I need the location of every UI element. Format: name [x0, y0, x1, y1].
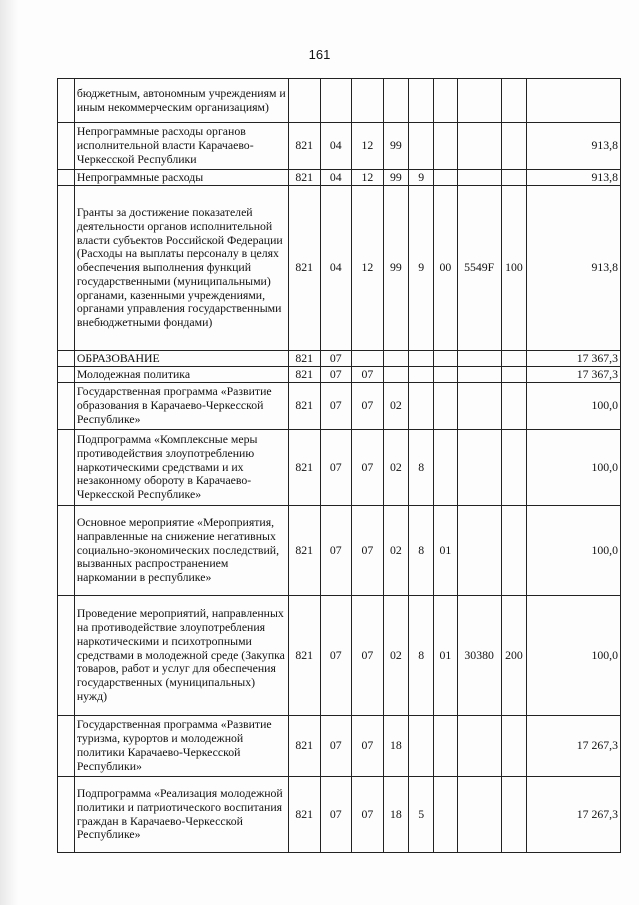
- description-cell: Гранты за достижение показателей деятельности органов исполнительной власти субъектов Российской Федерации (Расходы на выплаты персоналу в целях обеспечения выполнения функций государственными (муниципальными) органами, казенными учреждениями, органами управления государственными внебюджетными фондами): [74, 186, 288, 351]
- subprogram-code-cell: [409, 367, 434, 383]
- amount-cell: 100,0: [527, 506, 621, 596]
- budget-table-body: [58, 79, 621, 853]
- subsection-code-cell: 12: [352, 123, 384, 170]
- description-cell: Государственная программа «Развитие туризма, курортов и молодежной политики Карачаево-Черкесской Республики»: [74, 716, 288, 777]
- expense-type-code-cell: [501, 716, 526, 777]
- activity-code-cell: [434, 430, 457, 506]
- description-cell: ОБРАЗОВАНИЕ: [74, 351, 288, 367]
- description-cell: Государственная программа «Развитие образования в Карачаево-Черкесской Республике»: [74, 383, 288, 430]
- section-code-cell: 04: [320, 170, 352, 186]
- subprogram-code-cell: 8: [409, 430, 434, 506]
- amount-cell: 913,8: [527, 123, 621, 170]
- description-cell: Непрограммные расходы органов исполнительной власти Карачаево-Черкесской Республики: [74, 123, 288, 170]
- ministry-code-cell: 821: [288, 351, 320, 367]
- expense-type-code-cell: [501, 506, 526, 596]
- table-row: [58, 351, 621, 367]
- activity-code-cell: [434, 716, 457, 777]
- blank-cell: [58, 596, 75, 716]
- direction-code-cell: [457, 506, 501, 596]
- activity-code-cell: 01: [434, 596, 457, 716]
- table-row: [58, 430, 621, 506]
- program-code-cell: 18: [383, 777, 408, 853]
- program-code-cell: 99: [383, 123, 408, 170]
- amount-cell: 17 367,3: [527, 351, 621, 367]
- subsection-code-cell: 07: [352, 367, 384, 383]
- subprogram-code-cell: [409, 79, 434, 123]
- subprogram-code-cell: 5: [409, 777, 434, 853]
- section-code-cell: 07: [320, 383, 352, 430]
- subprogram-code-cell: 8: [409, 596, 434, 716]
- section-code-cell: 07: [320, 777, 352, 853]
- activity-code-cell: [434, 777, 457, 853]
- activity-code-cell: 00: [434, 186, 457, 351]
- activity-code-cell: 01: [434, 506, 457, 596]
- program-code-cell: 99: [383, 170, 408, 186]
- program-code-cell: 02: [383, 596, 408, 716]
- direction-code-cell: [457, 430, 501, 506]
- description-cell: Непрограммные расходы: [74, 170, 288, 186]
- activity-code-cell: [434, 123, 457, 170]
- expense-type-code-cell: [501, 79, 526, 123]
- description-cell: Проведение мероприятий, направленных на противодействие злоупотребления наркотическими и психотропными средствами в молодежной среде (Закупка товаров, работ и услуг для обеспечения государственных (муниципальных) нужд): [74, 596, 288, 716]
- blank-cell: [58, 716, 75, 777]
- amount-cell: 17 367,3: [527, 367, 621, 383]
- table-row: [58, 367, 621, 383]
- program-code-cell: 02: [383, 430, 408, 506]
- subsection-code-cell: [352, 79, 384, 123]
- amount-cell: 100,0: [527, 596, 621, 716]
- subsection-code-cell: 07: [352, 716, 384, 777]
- subsection-code-cell: 07: [352, 777, 384, 853]
- expense-type-code-cell: 100: [501, 186, 526, 351]
- direction-code-cell: [457, 777, 501, 853]
- section-code-cell: [320, 79, 352, 123]
- ministry-code-cell: 821: [288, 186, 320, 351]
- direction-code-cell: [457, 351, 501, 367]
- ministry-code-cell: 821: [288, 596, 320, 716]
- table-row: [58, 123, 621, 170]
- subsection-code-cell: 07: [352, 430, 384, 506]
- activity-code-cell: [434, 170, 457, 186]
- blank-cell: [58, 123, 75, 170]
- ministry-code-cell: 821: [288, 716, 320, 777]
- program-code-cell: 99: [383, 186, 408, 351]
- ministry-code-cell: 821: [288, 123, 320, 170]
- program-code-cell: [383, 351, 408, 367]
- expense-type-code-cell: 200: [501, 596, 526, 716]
- subprogram-code-cell: 8: [409, 506, 434, 596]
- section-code-cell: 07: [320, 430, 352, 506]
- blank-cell: [58, 186, 75, 351]
- description-cell: бюджетным, автономным учреждениям и иным некоммерческим организациям): [74, 79, 288, 123]
- direction-code-cell: [457, 123, 501, 170]
- subsection-code-cell: 07: [352, 506, 384, 596]
- expense-type-code-cell: [501, 367, 526, 383]
- section-code-cell: 07: [320, 716, 352, 777]
- subsection-code-cell: [352, 351, 384, 367]
- table-row: [58, 79, 621, 123]
- direction-code-cell: 30380: [457, 596, 501, 716]
- amount-cell: 100,0: [527, 430, 621, 506]
- amount-cell: 17 267,3: [527, 716, 621, 777]
- subprogram-code-cell: 9: [409, 186, 434, 351]
- description-cell: Основное мероприятие «Мероприятия, направленные на снижение негативных социально-экономических последствий, вызванных распространением наркомании в республике»: [74, 506, 288, 596]
- blank-cell: [58, 383, 75, 430]
- activity-code-cell: [434, 383, 457, 430]
- subprogram-code-cell: 9: [409, 170, 434, 186]
- blank-cell: [58, 351, 75, 367]
- subprogram-code-cell: [409, 123, 434, 170]
- expense-type-code-cell: [501, 430, 526, 506]
- table-row: [58, 506, 621, 596]
- activity-code-cell: [434, 79, 457, 123]
- ministry-code-cell: [288, 79, 320, 123]
- direction-code-cell: [457, 383, 501, 430]
- expense-type-code-cell: [501, 351, 526, 367]
- table-row: [58, 596, 621, 716]
- ministry-code-cell: 821: [288, 777, 320, 853]
- amount-cell: [527, 79, 621, 123]
- amount-cell: 913,8: [527, 186, 621, 351]
- section-code-cell: 04: [320, 123, 352, 170]
- direction-code-cell: [457, 716, 501, 777]
- expense-type-code-cell: [501, 170, 526, 186]
- blank-cell: [58, 506, 75, 596]
- program-code-cell: [383, 79, 408, 123]
- subsection-code-cell: 12: [352, 186, 384, 351]
- description-cell: Подпрограмма «Комплексные меры противодействия злоупотреблению наркотическими средствами и их незаконному обороту в Карачаево-Черкесской Республике»: [74, 430, 288, 506]
- section-code-cell: 07: [320, 506, 352, 596]
- amount-cell: 17 267,3: [527, 777, 621, 853]
- direction-code-cell: [457, 367, 501, 383]
- program-code-cell: [383, 367, 408, 383]
- subsection-code-cell: 07: [352, 383, 384, 430]
- table-row: [58, 383, 621, 430]
- expense-type-code-cell: [501, 123, 526, 170]
- program-code-cell: 02: [383, 506, 408, 596]
- program-code-cell: 02: [383, 383, 408, 430]
- subprogram-code-cell: [409, 716, 434, 777]
- page-number: 161: [308, 47, 331, 62]
- section-code-cell: 07: [320, 351, 352, 367]
- description-cell: Подпрограмма «Реализация молодежной политики и патриотического воспитания граждан в Карачаево-Черкесской Республике»: [74, 777, 288, 853]
- table-row: [58, 777, 621, 853]
- budget-table: [57, 78, 621, 853]
- amount-cell: 100,0: [527, 383, 621, 430]
- direction-code-cell: [457, 79, 501, 123]
- ministry-code-cell: 821: [288, 170, 320, 186]
- subsection-code-cell: 07: [352, 596, 384, 716]
- table-row: [58, 170, 621, 186]
- subprogram-code-cell: [409, 351, 434, 367]
- direction-code-cell: 5549F: [457, 186, 501, 351]
- scan-edge-shadow: [0, 0, 18, 905]
- ministry-code-cell: 821: [288, 367, 320, 383]
- blank-cell: [58, 170, 75, 186]
- amount-cell: 913,8: [527, 170, 621, 186]
- table-row: [58, 186, 621, 351]
- ministry-code-cell: 821: [288, 383, 320, 430]
- section-code-cell: 04: [320, 186, 352, 351]
- blank-cell: [58, 79, 75, 123]
- ministry-code-cell: 821: [288, 506, 320, 596]
- subsection-code-cell: 12: [352, 170, 384, 186]
- direction-code-cell: [457, 170, 501, 186]
- blank-cell: [58, 430, 75, 506]
- activity-code-cell: [434, 351, 457, 367]
- blank-cell: [58, 367, 75, 383]
- activity-code-cell: [434, 367, 457, 383]
- expense-type-code-cell: [501, 777, 526, 853]
- expense-type-code-cell: [501, 383, 526, 430]
- table-row: [58, 716, 621, 777]
- section-code-cell: 07: [320, 367, 352, 383]
- program-code-cell: 18: [383, 716, 408, 777]
- ministry-code-cell: 821: [288, 430, 320, 506]
- blank-cell: [58, 777, 75, 853]
- subprogram-code-cell: [409, 383, 434, 430]
- description-cell: Молодежная политика: [74, 367, 288, 383]
- section-code-cell: 07: [320, 596, 352, 716]
